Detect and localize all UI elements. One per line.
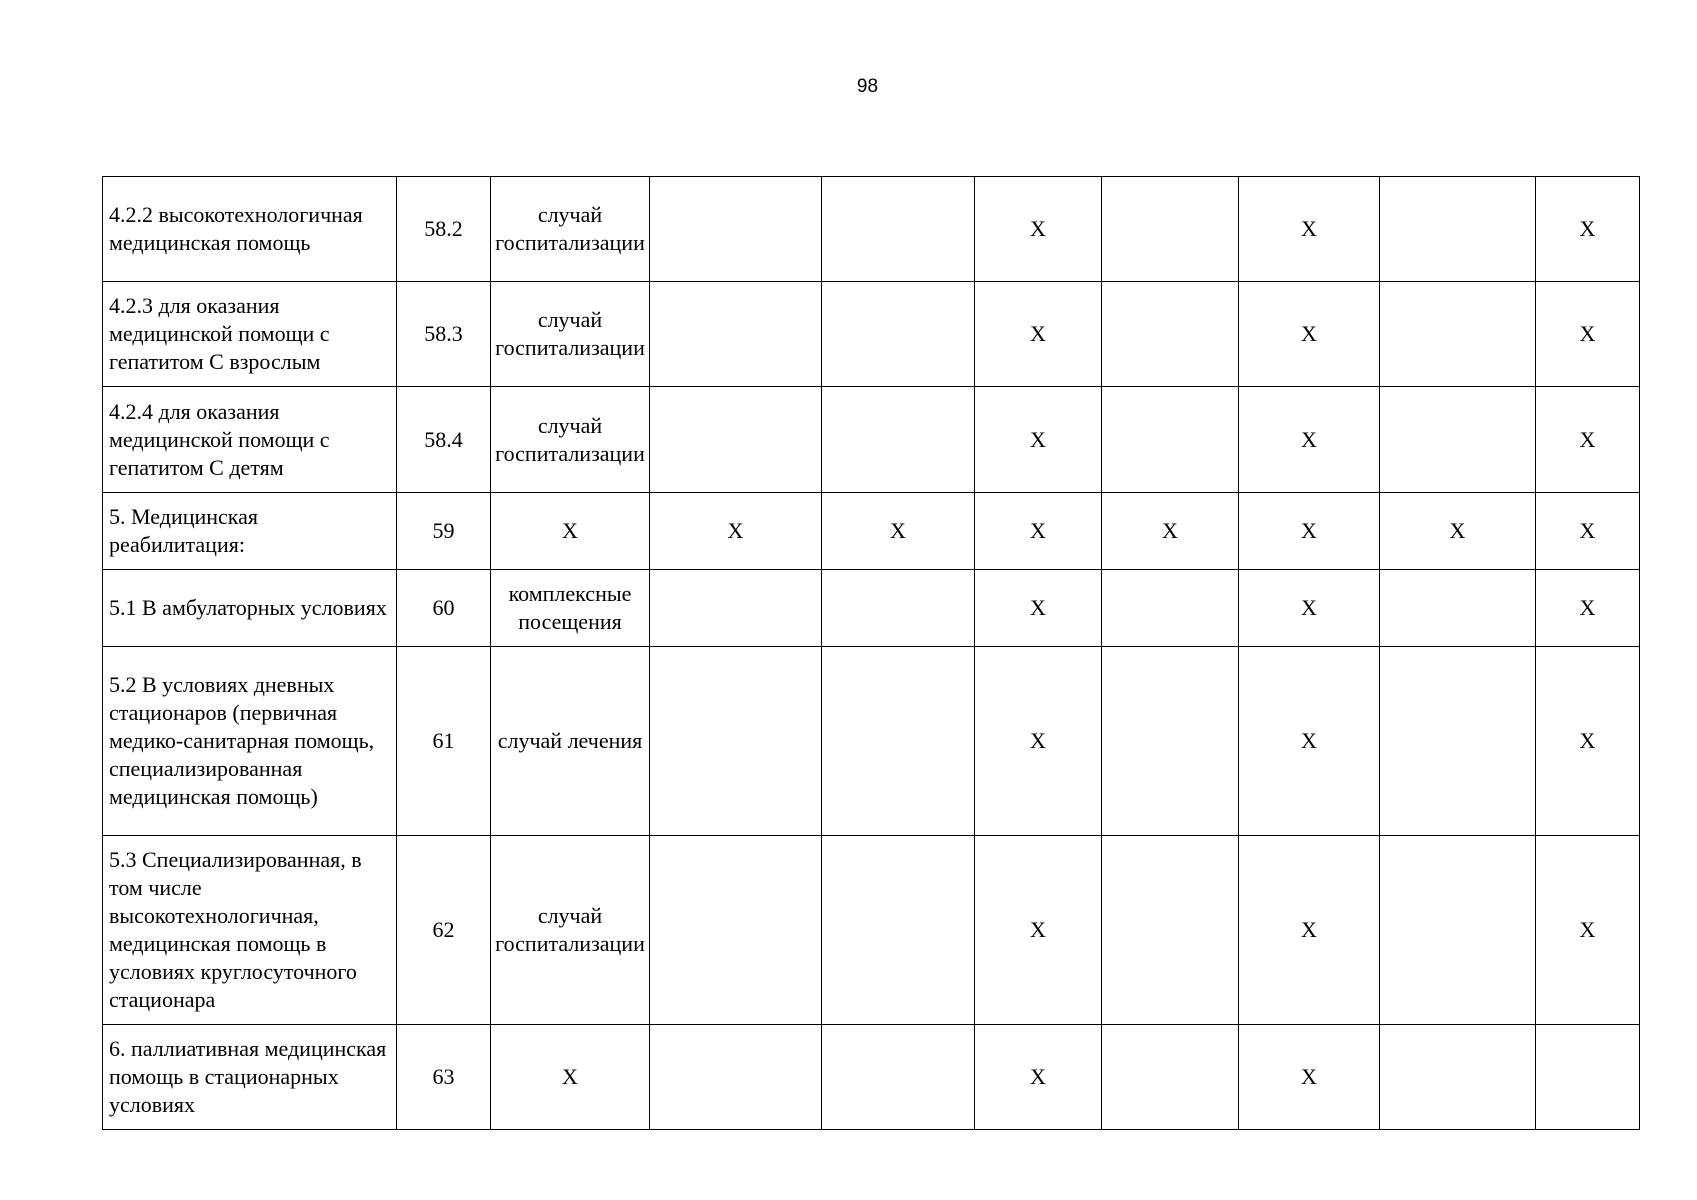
row-name-cell: 5.2 В условиях дневных стационаров (первичная медико-санитарная помощь, специализированная медицинская помощь) [103, 647, 397, 836]
row-value-cell [822, 570, 975, 647]
row-value-cell [650, 387, 822, 493]
row-value-cell: X [1536, 177, 1640, 282]
row-unit-cell: случай лечения [491, 647, 650, 836]
row-value-cell [822, 177, 975, 282]
row-value-cell [1380, 570, 1536, 647]
row-code-cell: 63 [397, 1025, 491, 1130]
row-value-cell: X [1536, 836, 1640, 1025]
row-value-cell: X [975, 493, 1102, 570]
row-value-cell: X [1239, 282, 1380, 387]
row-value-cell: X [1102, 493, 1239, 570]
row-value-cell [1102, 570, 1239, 647]
row-value-cell [1102, 387, 1239, 493]
row-name-cell: 4.2.4 для оказания медицинской помощи с гепатитом С детям [103, 387, 397, 493]
row-code-cell: 59 [397, 493, 491, 570]
row-value-cell [822, 647, 975, 836]
row-unit-cell: случай госпитализации [491, 282, 650, 387]
row-value-cell: X [975, 1025, 1102, 1130]
row-value-cell [1102, 177, 1239, 282]
row-name-cell: 4.2.3 для оказания медицинской помощи с гепатитом С взрослым [103, 282, 397, 387]
row-value-cell: X [822, 493, 975, 570]
row-value-cell [1380, 1025, 1536, 1130]
row-value-cell [1102, 836, 1239, 1025]
row-unit-cell: комплексные посещения [491, 570, 650, 647]
row-value-cell: X [1536, 570, 1640, 647]
row-value-cell [650, 282, 822, 387]
row-value-cell: X [1239, 836, 1380, 1025]
row-value-cell: X [975, 836, 1102, 1025]
row-value-cell: X [1536, 282, 1640, 387]
row-value-cell: X [1536, 387, 1640, 493]
row-value-cell: X [1536, 647, 1640, 836]
row-value-cell [650, 836, 822, 1025]
table-row [103, 387, 1640, 493]
row-value-cell: X [975, 570, 1102, 647]
row-value-cell [1380, 647, 1536, 836]
row-name-cell: 5.1 В амбулаторных условиях [103, 570, 397, 647]
row-value-cell [822, 387, 975, 493]
row-unit-cell: X [491, 1025, 650, 1130]
row-value-cell [1536, 1025, 1640, 1130]
row-value-cell [822, 1025, 975, 1130]
row-code-cell: 61 [397, 647, 491, 836]
row-name-cell: 4.2.2 высокотехнологичная медицинская помощь [103, 177, 397, 282]
row-value-cell: X [1239, 570, 1380, 647]
row-value-cell: X [1239, 1025, 1380, 1130]
row-value-cell: X [975, 177, 1102, 282]
row-code-cell: 58.4 [397, 387, 491, 493]
row-code-cell: 60 [397, 570, 491, 647]
row-value-cell: X [1536, 493, 1640, 570]
row-value-cell: X [975, 387, 1102, 493]
row-name-cell: 6. паллиативная медицинская помощь в стационарных условиях [103, 1025, 397, 1130]
row-name-cell: 5.3 Специализированная, в том числе высокотехнологичная, медицинская помощь в условиях круглосуточного стационара [103, 836, 397, 1025]
row-unit-cell: случай госпитализации [491, 177, 650, 282]
row-value-cell [1102, 282, 1239, 387]
table-row [103, 570, 1640, 647]
data-table [102, 176, 1640, 1130]
row-value-cell [650, 177, 822, 282]
row-unit-cell: случай госпитализации [491, 836, 650, 1025]
table-row [103, 1025, 1640, 1130]
table-row [103, 836, 1640, 1025]
row-value-cell [822, 836, 975, 1025]
row-code-cell: 58.2 [397, 177, 491, 282]
row-value-cell [1380, 177, 1536, 282]
row-value-cell [650, 570, 822, 647]
row-unit-cell: случай госпитализации [491, 387, 650, 493]
row-value-cell [1380, 836, 1536, 1025]
row-value-cell [650, 1025, 822, 1130]
table-row [103, 493, 1640, 570]
row-unit-cell: X [491, 493, 650, 570]
row-value-cell: X [1239, 177, 1380, 282]
table-row [103, 177, 1640, 282]
row-code-cell: 58.3 [397, 282, 491, 387]
row-value-cell [822, 282, 975, 387]
row-value-cell: X [1380, 493, 1536, 570]
row-name-cell: 5. Медицинская реабилитация: [103, 493, 397, 570]
row-value-cell [1102, 647, 1239, 836]
table-row [103, 282, 1640, 387]
row-value-cell: X [1239, 493, 1380, 570]
row-value-cell [1380, 387, 1536, 493]
row-value-cell: X [1239, 647, 1380, 836]
page-number: 98 [856, 76, 879, 97]
row-value-cell [1102, 1025, 1239, 1130]
row-value-cell: X [975, 647, 1102, 836]
row-code-cell: 62 [397, 836, 491, 1025]
row-value-cell: X [1239, 387, 1380, 493]
row-value-cell [650, 647, 822, 836]
row-value-cell: X [650, 493, 822, 570]
row-value-cell: X [975, 282, 1102, 387]
table-row [103, 647, 1640, 836]
row-value-cell [1380, 282, 1536, 387]
